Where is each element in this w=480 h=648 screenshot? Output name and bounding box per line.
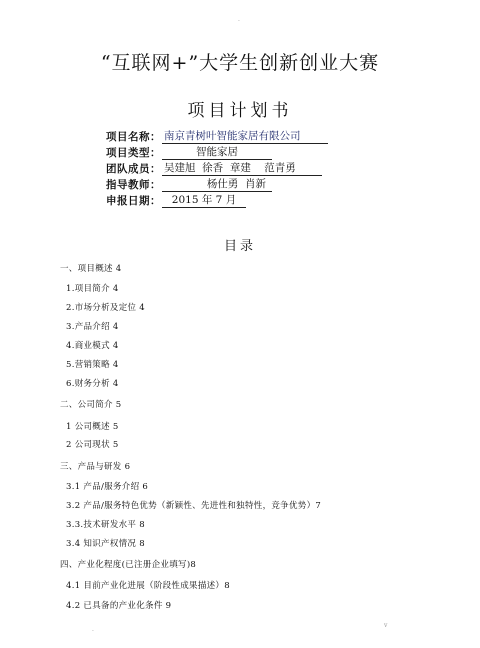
toc-item[interactable]: 2 公司现状 5 [66,440,119,450]
toc-item[interactable]: 3.产品介绍 4 [66,322,119,332]
page-mark-top: · [238,18,240,25]
toc-item[interactable]: 4.2 已具备的产业化条件 9 [66,601,172,611]
project-name-label: 项目名称： [106,131,161,143]
info-row-team-members [106,160,328,176]
toc-item[interactable]: 3.3.技术研发水平 8 [66,520,145,530]
info-row-project-name [106,128,328,144]
date-label: 申报日期： [106,195,161,207]
project-type-label: 项目类型： [106,147,161,159]
date-value: 2015 年 7 月 [162,194,246,208]
toc-item[interactable]: 3.2 产品/服务特色优势（新颖性、先进性和独特性，竞争优势）7 [66,501,322,511]
advisors-label: 指导教师： [106,179,161,191]
toc-item[interactable]: 3.1 产品/服务介绍 6 [66,482,149,492]
advisors-value: 杨仕勇 肖新 [162,178,272,192]
info-row-advisors [106,176,328,192]
toc-item[interactable]: 四、产业化程度(已注册企业填写)8 [60,560,197,570]
info-row-date [106,192,328,208]
toc-item[interactable]: 4.商业模式 4 [66,341,119,351]
project-type-value: 智能家居 [162,146,272,160]
toc-item[interactable]: 一、项目概述 4 [60,264,122,274]
project-name-value[interactable]: 南京青树叶智能家居有限公司 [162,130,328,144]
toc-item[interactable]: 6.财务分析 4 [66,379,119,389]
toc-title: 目录 [223,239,256,254]
competition-title: “互联网+”大学生创新创业大赛 [100,52,380,74]
toc-item[interactable]: 3.4 知识产权情况 8 [66,539,145,549]
page-mark-bottom-left: · [92,628,94,635]
toc-item[interactable]: 1 公司概述 5 [66,422,119,432]
page-mark-bottom-right: v [384,622,388,629]
toc-item[interactable]: 5.营销策略 4 [66,360,119,370]
document-subtitle: 项目计划书 [187,101,293,121]
team-members-label: 团队成员： [106,163,161,175]
project-info-block [106,128,328,208]
toc-item[interactable]: 2.市场分析及定位 4 [66,303,146,313]
info-row-project-type [106,144,328,160]
toc-item[interactable]: 三、产品与研发 6 [60,462,131,472]
toc-item[interactable]: 4.1 目前产业化进展（阶段性成果描述）8 [66,581,230,591]
toc-item[interactable]: 1.项目简介 4 [66,284,119,294]
team-members-value: 吴建旭 徐香 章建 范青勇 [162,162,322,176]
toc-item[interactable]: 二、公司简介 5 [60,400,122,410]
